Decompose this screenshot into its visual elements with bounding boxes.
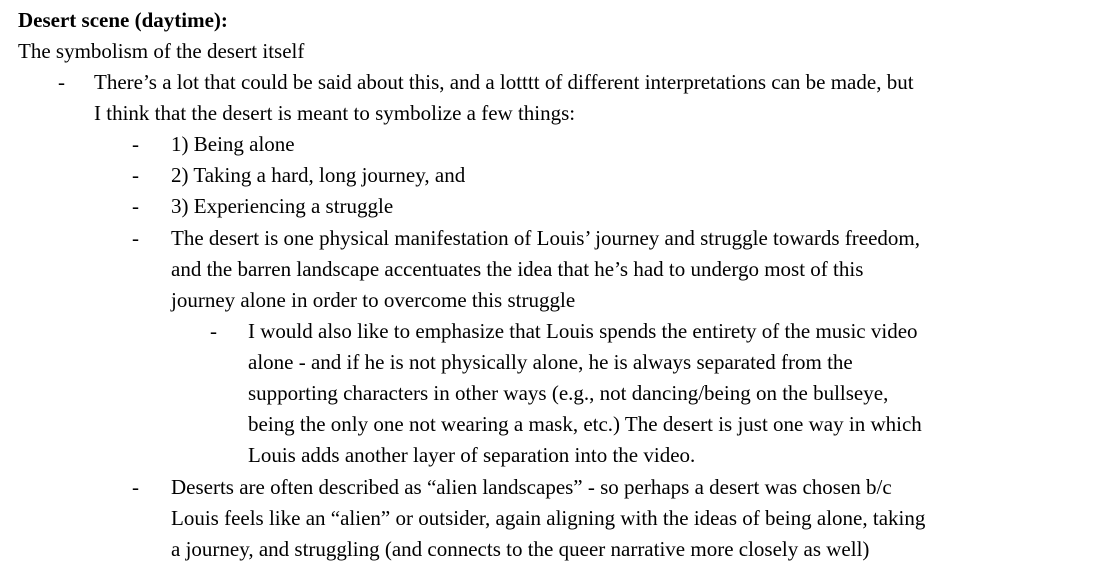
- text-line: supporting characters in other ways (e.g., not dancing/being on the bullseye,: [248, 381, 889, 405]
- bullet-dash: -: [132, 132, 139, 156]
- text-line: There’s a lot that could be said about this, and a lotttt of different interpretations can be made, but: [94, 70, 914, 94]
- level3-bullet-text: [248, 316, 922, 471]
- text-line: 2) Taking a hard, long journey, and: [171, 163, 466, 187]
- section-heading: Desert scene (daytime):: [18, 8, 228, 32]
- text-line: Louis adds another layer of separation into the video.: [248, 443, 696, 467]
- text-line: Deserts are often described as “alien landscapes” - so perhaps a desert was chosen b/c: [171, 475, 892, 499]
- bullet-dash: -: [132, 226, 139, 250]
- text-line: 3) Experiencing a struggle: [171, 194, 394, 218]
- text-line: I would also like to emphasize that Louis spends the entirety of the music video: [248, 319, 918, 343]
- bullet-dash: -: [132, 475, 139, 499]
- text-line: and the barren landscape accentuates the idea that he’s had to undergo most of this: [171, 257, 864, 281]
- text-line: Louis feels like an “alien” or outsider, again aligning with the ideas of being alone, taking: [171, 506, 926, 530]
- text-line: being the only one not wearing a mask, etc.) The desert is just one way in which: [248, 412, 922, 436]
- text-line: a journey, and struggling (and connects to the queer narrative more closely as well): [171, 537, 870, 561]
- text-line: The desert is one physical manifestation of Louis’ journey and struggle towards freedom,: [171, 226, 920, 250]
- level2-bullet-text: [171, 223, 920, 316]
- level2-bullet-text: [171, 191, 393, 222]
- level1-bullet-text: [94, 67, 914, 129]
- text-line: 1) Being alone: [171, 132, 295, 156]
- bullet-dash: -: [132, 194, 139, 218]
- bullet-dash: -: [132, 163, 139, 187]
- text-line: journey alone in order to overcome this struggle: [171, 288, 576, 312]
- level2-bullet-text: [171, 129, 295, 160]
- bullet-dash: -: [58, 70, 65, 94]
- section-subheading: The symbolism of the desert itself: [18, 39, 305, 63]
- level2-bullet-text: [171, 160, 465, 191]
- bullet-dash: -: [210, 319, 217, 343]
- text-line: I think that the desert is meant to symbolize a few things:: [94, 101, 576, 125]
- level2-bullet-text: [171, 472, 925, 565]
- text-line: alone - and if he is not physically alone, he is always separated from the: [248, 350, 853, 374]
